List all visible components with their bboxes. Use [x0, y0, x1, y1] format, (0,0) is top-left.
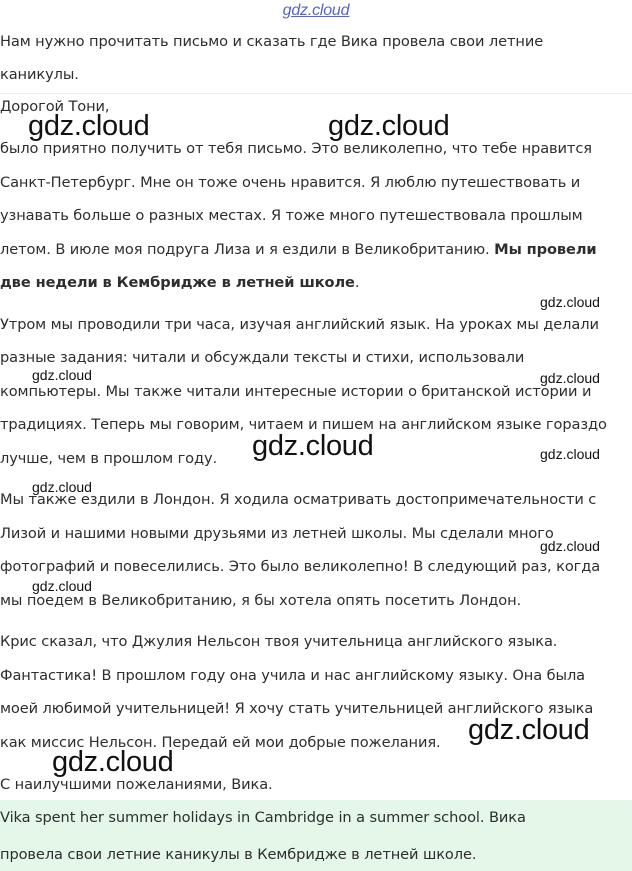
paragraph3-line-3: фотографий и повеселились. Это было великолепно! В следующий раз, когда — [0, 558, 601, 575]
paragraph4-line-4: как миссис Нельсон. Передай ей мои добрые пожелания. — [0, 734, 441, 751]
paragraph4-line-3: моей любимой учительницей! Я хочу стать учительницей английского языка — [0, 700, 594, 717]
highlight-sentence-start: Мы провели — [494, 241, 597, 258]
answer-line-1: Vika spent her summer holidays in Cambridge in a summer school. Вика — [0, 809, 526, 826]
paragraph4-line-1: Крис сказал, что Джулия Нельсон твоя учительница английского языка. — [0, 633, 558, 650]
paragraph2-line-3: компьютеры. Мы также читали интересные истории о британской истории и — [0, 383, 592, 400]
watermark: gdz.cloud — [468, 714, 590, 746]
paragraph1-line-4-text: летом. В июле моя подруга Лиза и я ездили в Великобританию. — [0, 241, 490, 258]
paragraph3-line-1: Мы также ездили в Лондон. Я ходила осматривать достопримечательности с — [0, 491, 597, 508]
paragraph1-line-3: узнавать больше о разных местах. Я тоже много путешествовала прошлым — [0, 207, 583, 224]
watermark: gdz.cloud — [32, 367, 92, 383]
watermark: gdz.cloud — [540, 370, 600, 386]
paragraph2-line-4: традициях. Теперь мы говорим, читаем и пишем на английском языке гораздо — [0, 416, 607, 433]
watermark: gdz.cloud — [32, 479, 92, 495]
site-watermark-top: gdz.cloud — [282, 2, 350, 19]
paragraph3-line-2: Лизой и нашими новыми друзьями из летней школы. Мы сделали много — [0, 525, 554, 542]
watermark: gdz.cloud — [252, 430, 374, 462]
letter-greeting: Дорогой Тони, — [0, 98, 110, 115]
paragraph1-line-4 — [0, 240, 632, 260]
divider — [0, 93, 632, 94]
paragraph2-line-1: Утром мы проводили три часа, изучая английский язык. На уроках мы делали — [0, 316, 599, 333]
highlight-sentence-end: две недели в Кембридже в летней школе — [0, 274, 355, 291]
task-line-2: каникулы. — [0, 66, 79, 83]
watermark: gdz.cloud — [32, 578, 92, 594]
paragraph1-period: . — [354, 274, 360, 291]
watermark: gdz.cloud — [540, 538, 600, 554]
watermark: gdz.cloud — [52, 746, 174, 778]
answer-line-2: провела свои летние каникулы в Кембридже в летней школе. — [0, 846, 477, 863]
paragraph4-line-2: Фантастика! В прошлом году она учила и нас английскому языку. Она была — [0, 667, 586, 684]
paragraph1-line-1: было приятно получить от тебя письмо. Это великолепно, что тебе нравится — [0, 140, 592, 157]
paragraph3-line-4: мы поедем в Великобританию, я бы хотела опять посетить Лондон. — [0, 592, 522, 609]
watermark: gdz.cloud — [28, 110, 150, 142]
task-line-1: Нам нужно прочитать письмо и сказать где Вика провела свои летние — [0, 33, 544, 50]
paragraph2-line-2: разные задания: читали и обсуждали тексты и стихи, использовали — [0, 349, 525, 366]
watermark: gdz.cloud — [540, 294, 600, 310]
watermark: gdz.cloud — [540, 446, 600, 462]
paragraph2-line-5: лучше, чем в прошлом году. — [0, 450, 218, 467]
letter-closing: С наилучшими пожеланиями, Вика. — [0, 776, 273, 793]
watermark: gdz.cloud — [328, 110, 450, 142]
paragraph1-line-2: Санкт-Петербург. Мне он тоже очень нравится. Я люблю путешествовать и — [0, 174, 581, 191]
paragraph1-line-5 — [0, 273, 632, 293]
